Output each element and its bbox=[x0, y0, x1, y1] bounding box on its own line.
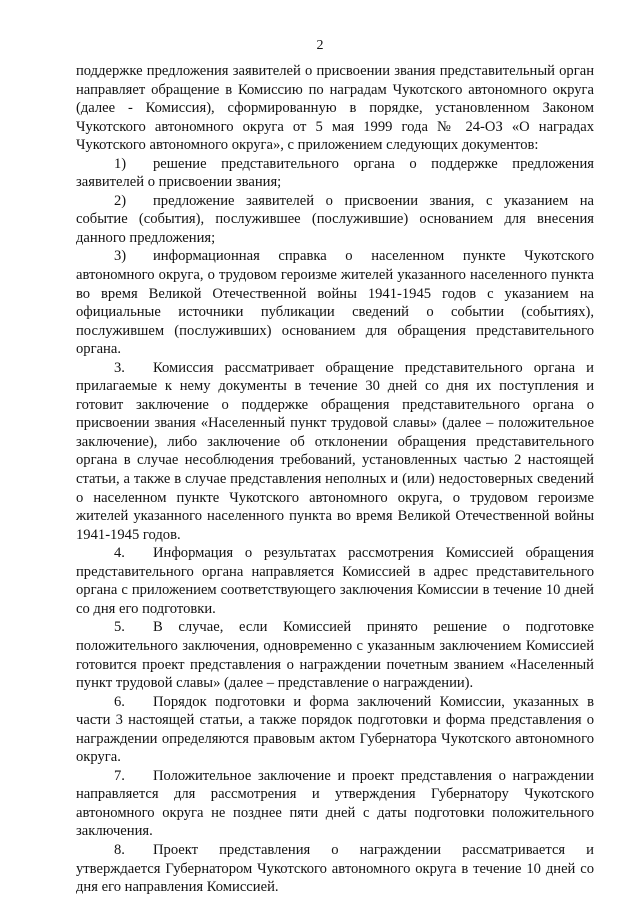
list-item-3-number: 3) bbox=[114, 248, 127, 265]
list-item-2 bbox=[76, 192, 594, 248]
section-7 bbox=[76, 767, 594, 841]
section-8 bbox=[76, 841, 594, 897]
list-item-1-text: решение представительного органа о поддержке предложения заявителей о присвоении звания; bbox=[76, 155, 594, 191]
page-number: 2 bbox=[316, 38, 324, 53]
section-7-number: 7. bbox=[114, 767, 125, 784]
section-6-text: Порядок подготовки и форма заключений Комиссии, указанных в части 3 настоящей статьи, а также порядок подготовки и форма представления о награждении определяются правовым актом Губернатора Чукотского автономного округа. bbox=[76, 693, 594, 766]
section-4 bbox=[76, 544, 594, 618]
section-7-text: Положительное заключение и проект представления о награждении направляется для рассмотрения и утверждения Губернатору Чукотского автономного округа не позднее пяти дней с даты подготовки положительного заключения. bbox=[76, 767, 594, 840]
list-item-1-number: 1) bbox=[114, 155, 127, 172]
list-item-3 bbox=[76, 247, 594, 358]
section-3-number: 3. bbox=[114, 359, 125, 376]
section-5-number: 5. bbox=[114, 619, 125, 636]
section-4-text: Информация о результатах рассмотрения Комиссией обращения представительного органа направляется Комиссией в адрес представительного органа с приложением соответствующего заключения Комиссии в течение 10 дней со дня его подготовки. bbox=[76, 545, 594, 617]
list-item-1 bbox=[76, 155, 594, 192]
section-4-number: 4. bbox=[114, 545, 125, 562]
section-3-text: Комиссия рассматривает обращение представительного органа и прилагаемые к нему документы в течение 30 дней со дня их поступления и готовит заключение о поддержке обращения представительного органа о присвоении звания «Населенный пункт трудовой славы» (далее – положительное заключение), либо заключение об отклонении обращения представительного органа в случае несоблюдения требований, установленных частью 2 настоящей статьи, а также в случае представления неполных и (или) недостоверных сведений о населенном пункте Чукотского автономного округа, о трудовом героизме жителей указанного населенного пункта во время Великой Отечественной войны 1941-1945 годов. bbox=[76, 359, 594, 543]
section-5 bbox=[76, 618, 594, 692]
list-item-3-text: информационная справка о населенном пункте Чукотского автономного округа, о трудовом героизме жителей указанного населенного пункта во время Великой Отечественной войны 1941-1945 годов с указанием на официальные источники публикации сведений о событии (событиях), послужившем (послуживших) основанием для обращения представительного органа. bbox=[76, 248, 594, 358]
section-6-number: 6. bbox=[114, 693, 125, 710]
document-body bbox=[76, 62, 594, 897]
section-6 bbox=[76, 693, 594, 767]
intro-paragraph: поддержке предложения заявителей о присвоении звания представительный орган направляет обращение в Комиссию по наградам Чукотского автономного округа (далее - Комиссия), сформированную в порядке, установленном Законом Чукотского автономного округа от 5 мая 1999 года № 24-ОЗ «О наградах Чукотского автономного округа», с приложением следующих документов: bbox=[76, 63, 594, 154]
section-3 bbox=[76, 359, 594, 544]
list-item-2-text: предложение заявителей о присвоении звания, с указанием на событие (события), послужившее (послужившие) основанием для внесения данного предложения; bbox=[76, 192, 594, 246]
section-8-text: Проект представления о награждении рассматривается и утверждается Губернатором Чукотского автономного округа в течение 10 дней со дня его направления Комиссией. bbox=[76, 841, 594, 896]
section-8-number: 8. bbox=[114, 841, 125, 858]
list-item-2-number: 2) bbox=[114, 192, 127, 209]
section-5-text: В случае, если Комиссией принято решение о подготовке положительного заключения, одновременно с указанным заключением Комиссией готовится проект представления о награждении почетным званием «Населенный пункт трудовой славы» (далее – представление о награждении). bbox=[76, 619, 594, 692]
